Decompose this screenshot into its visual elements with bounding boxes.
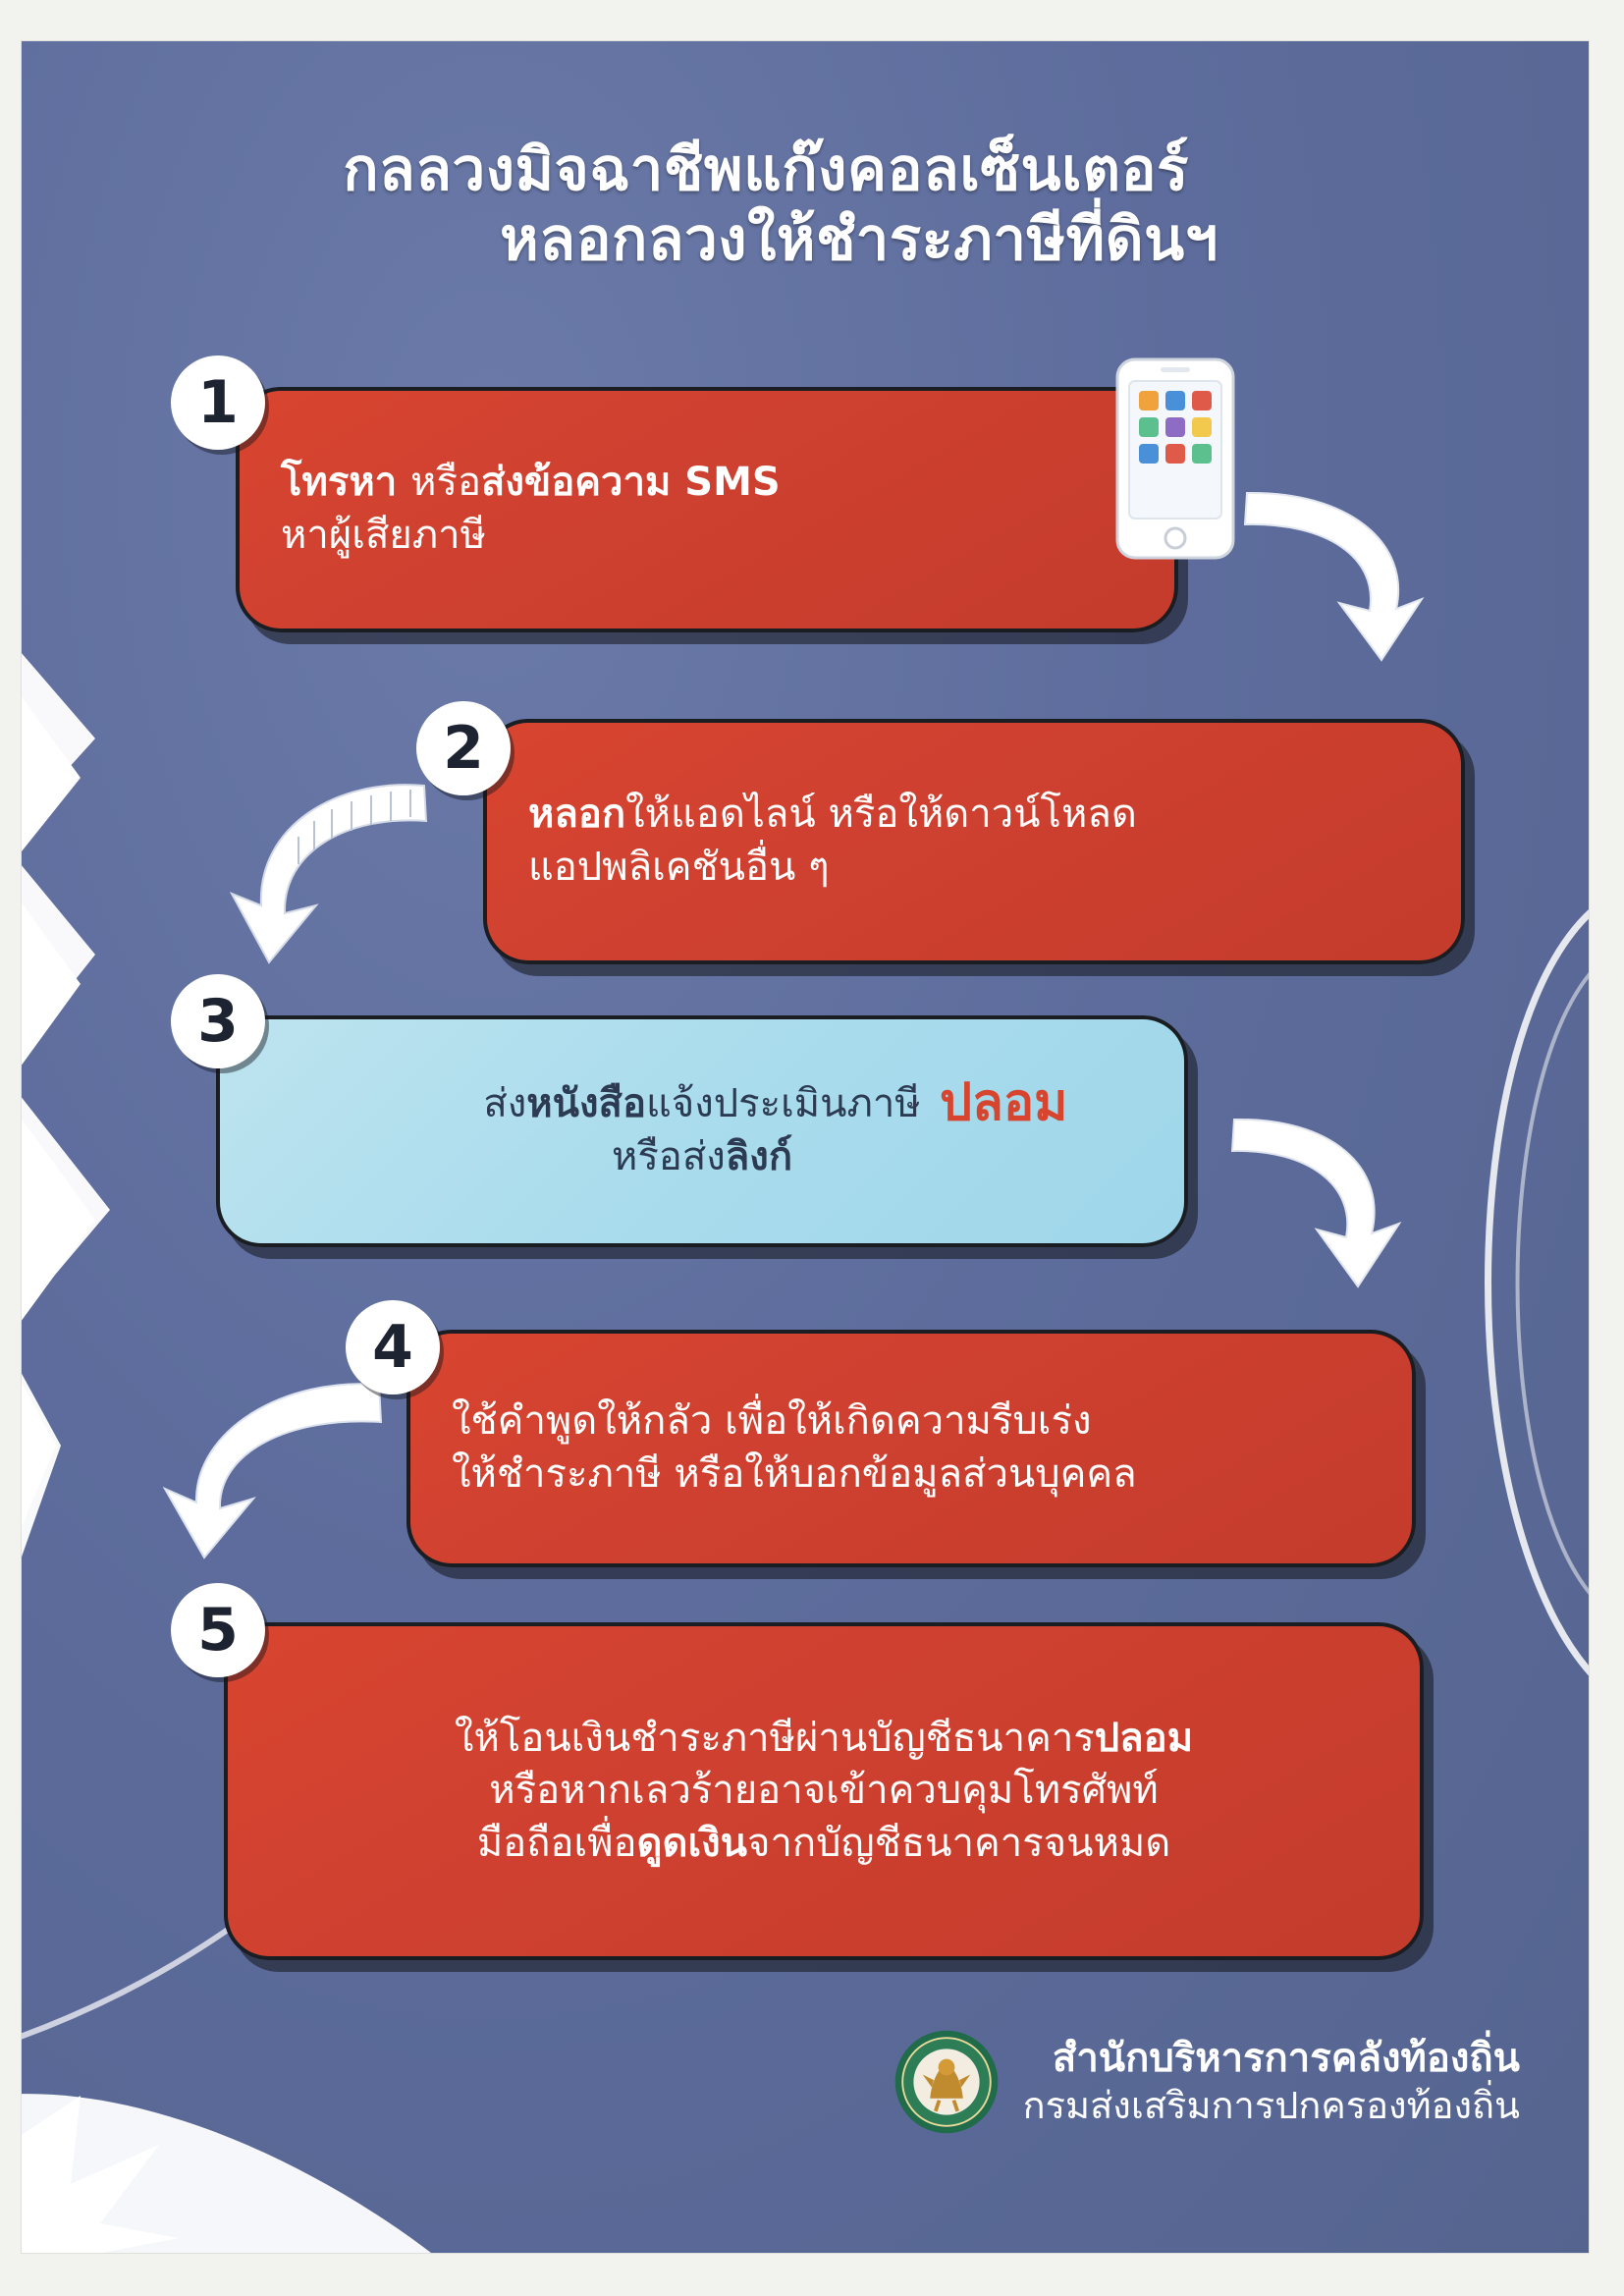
- garuda-seal-icon: [892, 2027, 1001, 2137]
- step-5-line-3: มือถือเพื่อดูดเงินจากบัญชีธนาคารจนหมด: [476, 1820, 1171, 1866]
- poster-headline: [22, 136, 1589, 275]
- headline-line-1: กลลวงมิจฉาชีพแก๊งคอลเซ็นเตอร์: [343, 136, 1189, 204]
- flow-arrow-2: [218, 768, 444, 974]
- poster-canvas: [22, 41, 1589, 2253]
- step-5-line-2: หรือหากเลวร้ายอาจเข้าควบคุมโทรศัพท์: [489, 1768, 1159, 1814]
- step-badge-5: 5: [171, 1583, 265, 1677]
- flow-arrow-3: [1215, 1102, 1411, 1298]
- step-bubble-1: [236, 387, 1178, 632]
- step-bubble-4: [406, 1330, 1416, 1567]
- flow-arrow-1: [1229, 473, 1435, 670]
- headline-line-2: หลอกลวงให้ชำระภาษีที่ดินฯ: [500, 204, 1218, 274]
- step-2-line-2: แอปพลิเคชันอื่น ๆ: [528, 845, 830, 890]
- step-1-line-2: หาผู้เสียภาษี: [281, 513, 486, 558]
- step-2-line-1: หลอกให้แอดไลน์ หรือให้ดาวน์โหลด: [528, 792, 1137, 838]
- step-bubble-2: [483, 719, 1465, 964]
- step-3-line-1: ส่งหนังสือแจ้งประเมินภาษี: [483, 1081, 921, 1127]
- poster-footer: [892, 2027, 1520, 2137]
- step-badge-3: 3: [171, 974, 265, 1068]
- step-4-line-2: ให้ชำระภาษี หรือให้บอกข้อมูลส่วนบุคคล: [452, 1451, 1137, 1497]
- flow-arrow-4: [147, 1365, 393, 1561]
- decorative-arc-right: [1382, 905, 1589, 1711]
- step-4-line-1: ใช้คำพูดให้กลัว เพื่อให้เกิดความรีบเร่ง: [452, 1398, 1092, 1445]
- footer-org-line-1: สำนักบริหารการคลังท้องถิ่น: [1052, 2036, 1520, 2082]
- footer-org-text: [1023, 2034, 1520, 2130]
- step-badge-4: 4: [346, 1300, 440, 1394]
- step-5-line-1: ให้โอนเงินชำระภาษีผ่านบัญชีธนาคารปลอม: [454, 1715, 1194, 1761]
- step-1-line-1: โทรหา หรือส่งข้อความ SMS: [281, 460, 781, 506]
- step-bubble-5: [224, 1622, 1424, 1960]
- fake-stamp-3: ปลอม: [940, 1073, 1068, 1132]
- footer-org-line-2: กรมส่งเสริมการปกครองท้องถิ่น: [1022, 2084, 1520, 2128]
- smartphone-icon: [1111, 355, 1239, 562]
- step-3-line-2: หรือส่งลิงก์: [611, 1134, 793, 1179]
- step-badge-1: 1: [171, 355, 265, 450]
- step-badge-2: 2: [416, 701, 511, 795]
